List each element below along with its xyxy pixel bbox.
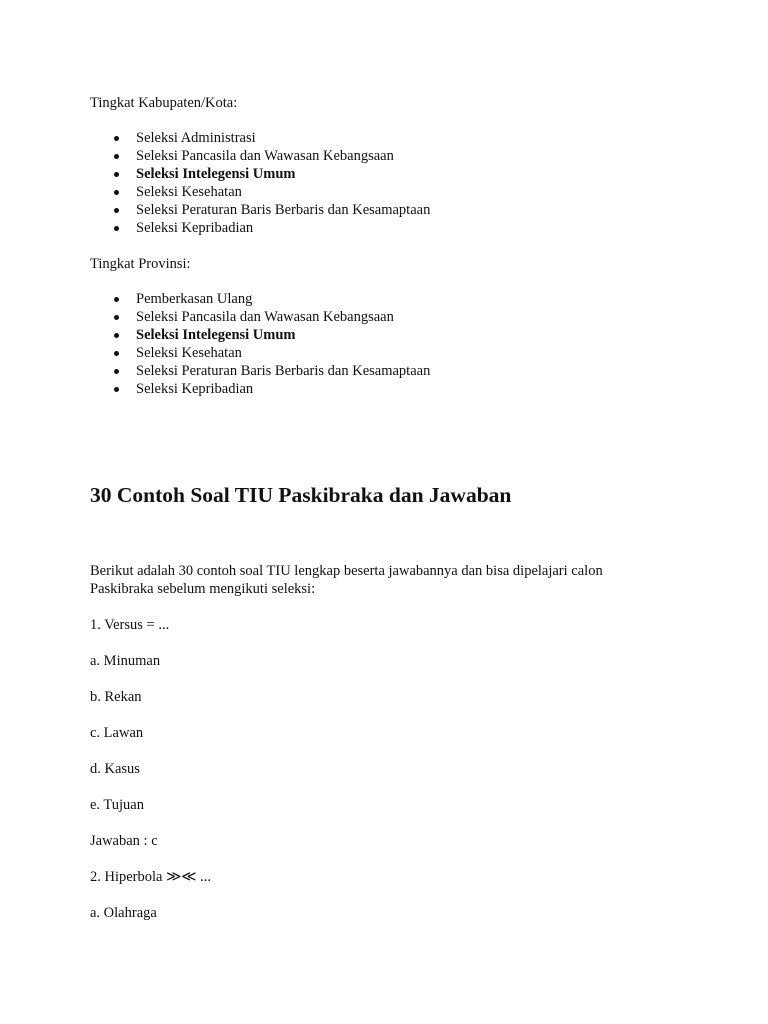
bullet-icon: [114, 136, 119, 141]
bullet-icon: [114, 369, 119, 374]
bullet-icon: [114, 208, 119, 213]
list-item: Seleksi Administrasi: [0, 129, 430, 147]
list-item: Pemberkasan Ulang: [0, 290, 430, 308]
list-item: Seleksi Peraturan Baris Berbaris dan Kesamaptaan: [0, 201, 430, 219]
bullet-icon: [114, 226, 119, 231]
bullet-icon: [114, 172, 119, 177]
question-1: 1. Versus = ...: [90, 617, 170, 633]
list-item: Seleksi Kepribadian: [0, 219, 430, 237]
section-heading: 30 Contoh Soal TIU Paskibraka dan Jawaban: [90, 483, 512, 507]
list-item: Seleksi Intelegensi Umum: [0, 326, 430, 344]
list-item: Seleksi Pancasila dan Wawasan Kebangsaan: [0, 147, 430, 165]
option-a: a. Minuman: [90, 653, 161, 669]
list-item: Seleksi Kesehatan: [0, 344, 430, 362]
kabupaten-list: [0, 129, 430, 237]
provinsi-list: [0, 290, 430, 398]
list-item: Seleksi Pancasila dan Wawasan Kebangsaan: [0, 308, 430, 326]
bullet-icon: [114, 351, 119, 356]
option-e: e. Tujuan: [90, 797, 144, 813]
list-item: Seleksi Kesehatan: [0, 183, 430, 201]
intro-line-1: Berikut adalah 30 contoh soal TIU lengkap beserta jawabannya dan bisa dipelajari calon: [90, 563, 603, 579]
bullet-icon: [114, 297, 119, 302]
question-2: 2. Hiperbola ≫≪ ...: [90, 869, 211, 885]
section-label-kabupaten: Tingkat Kabupaten/Kota:: [90, 95, 238, 111]
bullet-icon: [114, 154, 119, 159]
option-a: a. Olahraga: [90, 905, 157, 921]
intro-line-2: Paskibraka sebelum mengikuti seleksi:: [90, 581, 316, 597]
bullet-icon: [114, 387, 119, 392]
list-item: Seleksi Kepribadian: [0, 380, 430, 398]
bullet-icon: [114, 315, 119, 320]
answer-1: Jawaban : c: [90, 833, 158, 849]
bullet-icon: [114, 333, 119, 338]
bullet-icon: [114, 190, 119, 195]
list-item: Seleksi Peraturan Baris Berbaris dan Kesamaptaan: [0, 362, 430, 380]
option-b: b. Rekan: [90, 689, 142, 705]
option-c: c. Lawan: [90, 725, 144, 741]
list-item: Seleksi Intelegensi Umum: [0, 165, 430, 183]
option-d: d. Kasus: [90, 761, 140, 777]
section-label-provinsi: Tingkat Provinsi:: [90, 256, 191, 272]
